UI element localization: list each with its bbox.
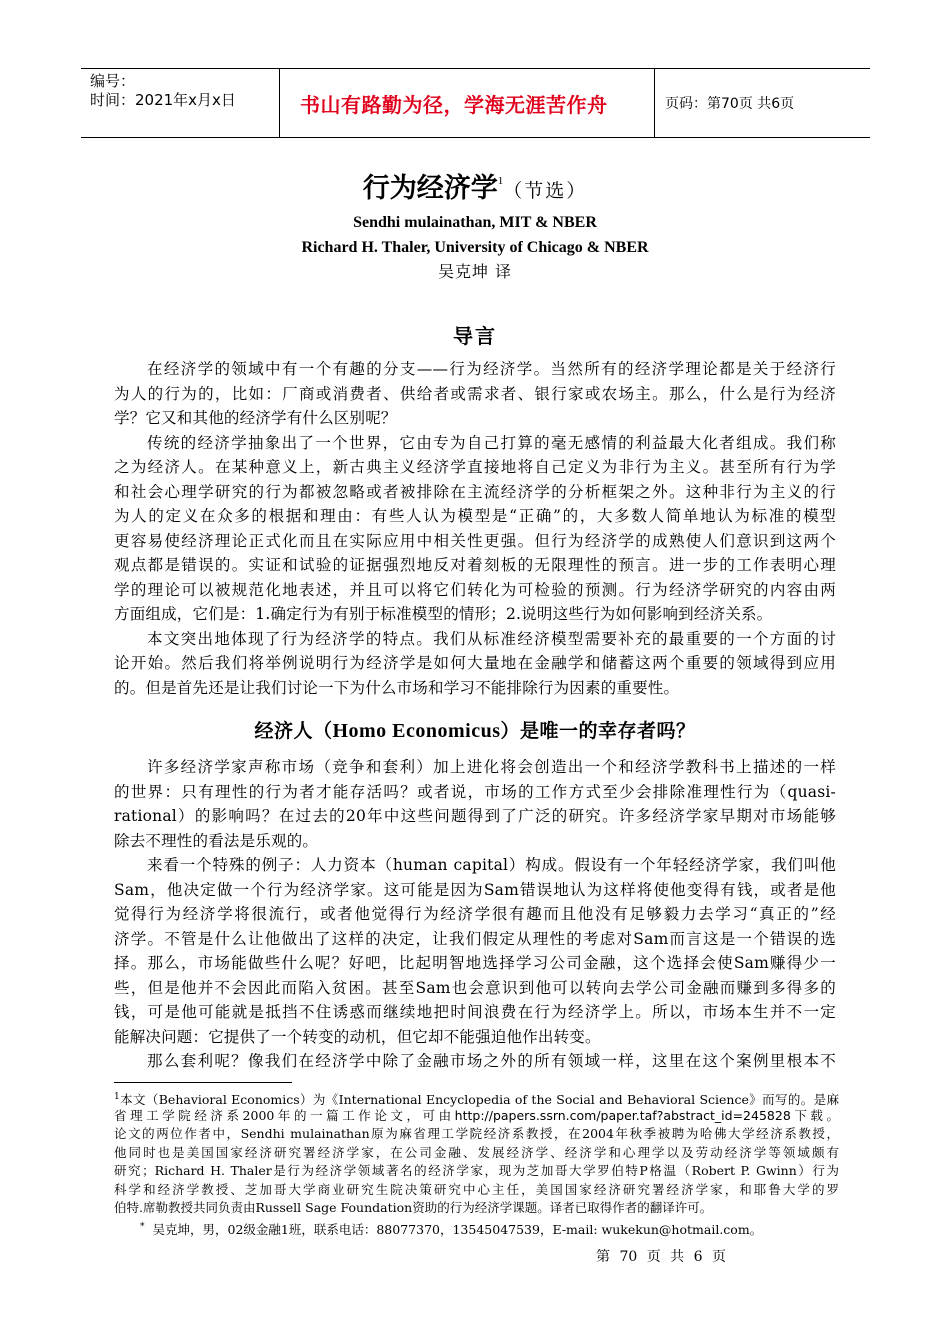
text-line: 择。那么，市场能做些什么呢？好吧，比起明智地选择学习公司金融，这个选择会使Sam赚得少一 — [114, 954, 836, 972]
footnote-line — [114, 1088, 839, 1107]
translator-note-mark: * — [140, 1221, 145, 1232]
footnote-url-link[interactable]: http://papers.ssrn.com/paper.taf?abstract_id=245828 — [454, 1107, 791, 1123]
text-line: 更容易使经济理论正式化而且在实际应用中相关性更强。但行为经济学的成熟使人们意识到这两个 — [114, 531, 836, 550]
footnote-line: 他同时也是美国国家经济研究署经济学家，在公司金融、发展经济学、经济学和心理学以及劳动经济学等领域颇有 — [114, 1144, 839, 1160]
text-line: 为人的行为的，比如：厂商或消费者、供给者或需求者、银行家或农场主。那么，什么是行为经济 — [114, 384, 836, 403]
footnote-text: 本文（Behavioral Economics）为《International Encyclopedia of the Social and Behavioral Science》而写的。是麻 — [119, 1092, 839, 1107]
text-line: 钱，可是他可能就是抵挡不住诱惑而继续地把时间浪费在行为经济学上。所以，市场本生并不一定 — [114, 1003, 836, 1021]
text-line: 在经济学的领域中有一个有趣的分支——行为经济学。当然所有的经济学理论都是关于经济行 — [147, 360, 836, 378]
text-line: 那么套利呢？像我们在经济学中除了金融市场之外的所有领域一样，这里在这个案例里根本不 — [147, 1052, 836, 1070]
title-footnote-mark: 1 — [497, 175, 504, 187]
header-table — [81, 68, 870, 138]
footnote-line: 伯特.席勒教授共同负责由Russell Sage Foundation资助的行为经济学课题。译者已取得作者的翻译许可。 — [114, 1200, 713, 1215]
text-line: 觉得行为经济学将很流行，或者他觉得行为经济学很有趣而且他没有足够毅力去学习“真正的”经 — [114, 905, 836, 923]
text-line: 学的理论可以被规范化地表述，并且可以将它们转化为可检验的预测。行为经济学研究的内容由两 — [114, 580, 836, 599]
text-line: 些，但是他并不会因此而陷入贫困。甚至Sam也会意识到他可以转向去学公司金融而赚到多得多的 — [114, 978, 836, 997]
intro-body — [114, 357, 836, 700]
paragraph — [114, 755, 836, 853]
text-line: 来看一个特殊的例子：人力资本（human capital）构成。假设有一个年轻经济学家，我们叫他 — [147, 856, 836, 874]
paragraph — [114, 1049, 836, 1074]
text-line: 观点都是错误的。实证和试验的证据强烈地反对着刻板的无限理性的预言。进一步的工作表明心理 — [114, 556, 836, 574]
text-line: 传统的经济学抽象出了一个世界，它由专为自己打算的毫无感情的利益最大化者组成。我们称 — [147, 433, 836, 452]
translator: 吴克坤 译 — [437, 262, 513, 281]
section-heading-en: Homo Economicus — [332, 720, 501, 742]
header-motto: 书山有路勤为径，学海无涯苦作舟 — [280, 69, 655, 137]
title-sub: （节选） — [503, 180, 588, 202]
footnote-line: 科学和经济学教授、芝加哥大学商业研究生院决策研究中心主任，美国国家经济研究署经济学家，和耶鲁大学的罗 — [114, 1181, 839, 1197]
section-heading-before: 经济人（ — [254, 720, 333, 742]
author-line: Richard H. Thaler, University of Chicago & NBER — [301, 239, 649, 256]
paragraph — [114, 431, 836, 627]
translator-note — [114, 1218, 839, 1237]
section-heading-after: ）是唯一的幸存者吗？ — [500, 720, 696, 742]
header-meta-cell — [81, 69, 280, 137]
footnote-line — [114, 1107, 839, 1126]
paragraph — [114, 853, 836, 1049]
text-line: 本文突出地体现了行为经济学的特点。我们从标准经济模型需要补充的最重要的一个方面的讨 — [147, 629, 836, 648]
text-line: rational）的影响吗？在过去的20年中这些问题得到了广泛的研究。许多经济学家早期对市场能够 — [114, 807, 836, 825]
footnote-line: 论文的两位作者中，Sendhi mulainathan原为麻省理工学院经济系教授，在2004年秋季被聘为哈佛大学经济系教授， — [114, 1126, 839, 1141]
text-line: 学？它又和其他的经济学有什么区别呢？ — [114, 409, 397, 427]
text-line: 能解决问题：它提供了一个转变的动机，但它却不能强迫他作出转变。 — [114, 1027, 601, 1046]
author-line: Sendhi mulainathan, MIT & NBER — [353, 214, 597, 231]
header-page-info: 页码：第70页 共6页 — [665, 96, 795, 112]
text-line: 济学。不管是什么让他做出了这样的决定，让我们假定从理性的考虑对Sam而言这是一个错误的选 — [114, 929, 836, 948]
text-line: 除去不理性的看法是乐观的。 — [114, 831, 319, 850]
text-line: 论开始。然后我们将举例说明行为经济学是如何大量地在金融学和储蓄这两个重要的领域得到应用 — [114, 654, 836, 672]
footnote-text: 省理工学院经济系2000年的一篇工作论文，可由 — [114, 1107, 455, 1123]
text-line: 的。但是首先还是让我们讨论一下为什么市场和学习不能排除行为因素的重要性。 — [114, 678, 680, 697]
paragraph — [114, 627, 836, 701]
header-number-label: 编号： — [90, 72, 136, 90]
authors — [0, 210, 950, 260]
text-line: Sam，他决定做一个行为经济学家。这可能是因为Sam错误地认为这样将使他变得有钱，或者是他 — [114, 880, 836, 899]
section-body — [114, 755, 836, 1074]
text-line: 为人的定义在众多的根据和理由：有些人认为模型是“正确”的，大多数人简单地认为标准的模型 — [114, 507, 836, 525]
footnote-separator — [114, 1082, 292, 1083]
footnote-mark: 1 — [114, 1092, 120, 1102]
footnote-text: 下载。 — [790, 1107, 839, 1123]
text-line: 的世界：只有理性的行为者才能存活吗？或者说，市场的工作方式至少会排除准理性行为（quasi- — [114, 782, 836, 801]
text-line: 之为经济人。在某种意义上，新古典主义经济学直接地将自己定义为非行为主义。甚至所有行为学 — [114, 458, 836, 476]
document-title — [0, 166, 950, 205]
text-line: 许多经济学家声称市场（竞争和套利）加上进化将会创造出一个和经济学教科书上描述的一样 — [147, 758, 836, 776]
text-line: 和社会心理学研究的行为都被忽略或者被排除在主流经济学的分析框架之外。这种非行为主义的行 — [114, 482, 836, 501]
title-main: 行为经济学 — [362, 173, 498, 204]
section-heading — [0, 716, 950, 743]
footnote-line: 研究；Richard H. Thaler是行为经济学领域著名的经济学家，现为芝加哥大学罗伯特P格温（Robert P. Gwinn）行为 — [114, 1163, 839, 1178]
header-time-label: 时间：2021年x月x日 — [90, 91, 236, 109]
translator-note-text: 吴克坤，男，02级金融1班，联系电话：88077370，13545047539，E-mail: wukekun@hotmail.com。 — [152, 1221, 763, 1237]
paragraph — [114, 357, 836, 431]
footnote — [114, 1088, 839, 1236]
page-footer: 第 70 页 共 6 页 — [596, 1249, 726, 1265]
intro-heading: 导言 — [453, 324, 497, 348]
text-line: 方面组成，它们是：1.确定行为有别于标准模型的情形；2.说明这些行为如何影响到经济关系。 — [114, 605, 773, 623]
